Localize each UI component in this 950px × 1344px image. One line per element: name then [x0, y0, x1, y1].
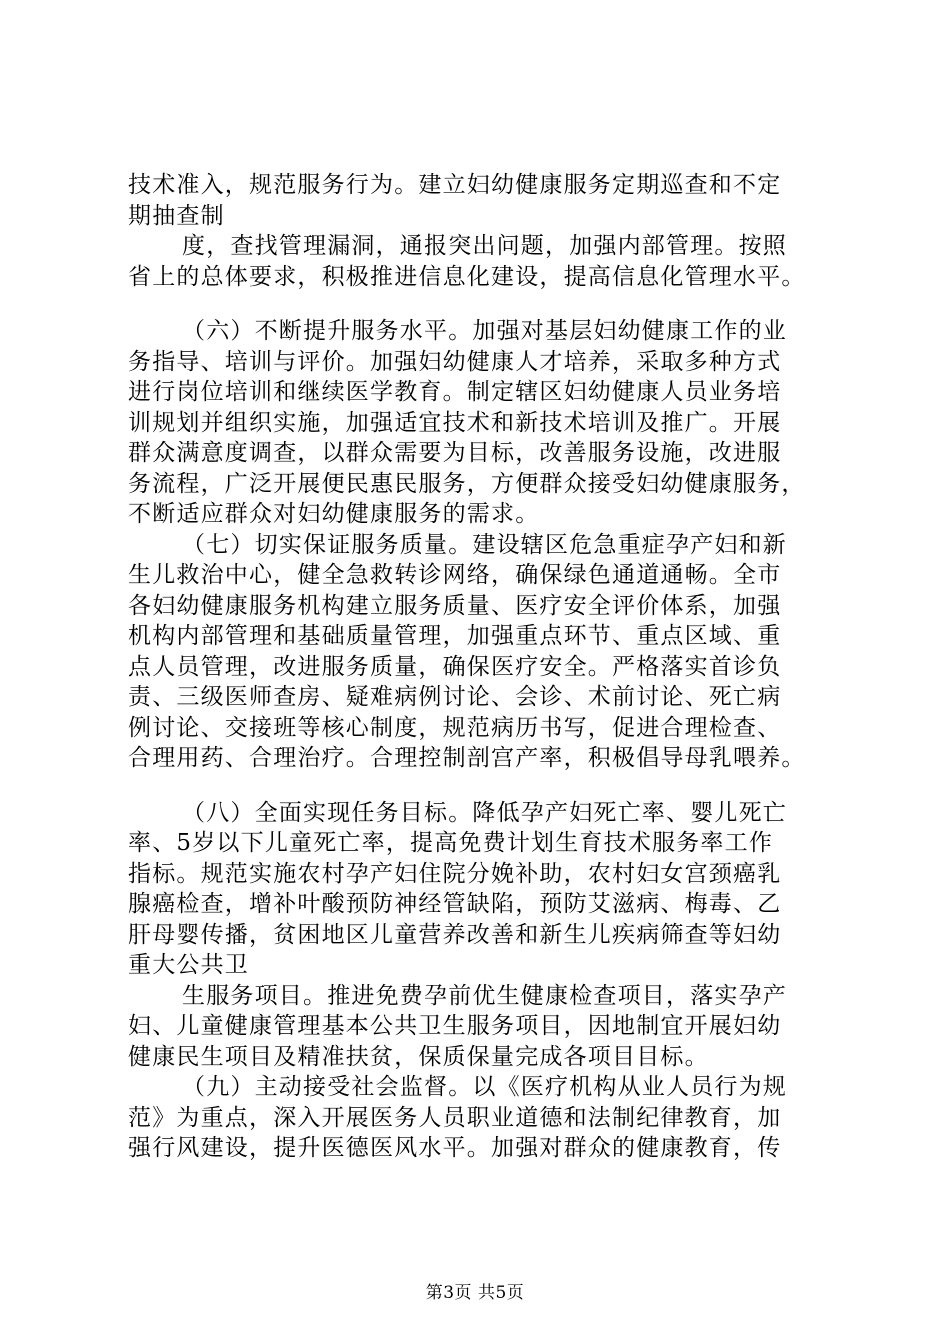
- text-line: （九）主动接受社会监督。以《医疗机构从业人员行为规: [182, 1074, 787, 1100]
- text-line: 机构内部管理和基础质量管理，加强重点环节、重点区域、重: [128, 623, 782, 649]
- text-line: 生服务项目。推进免费孕前优生健康检查项目，落实孕产: [182, 982, 787, 1009]
- page-number-label: 第3页 共5页: [425, 1283, 525, 1303]
- text-line: 重大公共卫: [128, 952, 249, 978]
- paragraph-gap: [128, 292, 838, 316]
- text-line: 务流程，广泛开展便民惠民服务，方便群众接受妇幼健康服务，: [128, 470, 806, 497]
- text-line: 技术准入，规范服务行为。建立妇幼健康服务定期巡查和不定: [128, 172, 782, 198]
- text-line: 强行风建设，提升医德医风水平。加强对群众的健康教育，传: [128, 1135, 782, 1161]
- text-line: 省上的总体要求，积极推进信息化建设，提高信息化管理水平。: [128, 263, 806, 290]
- text-line: 责、三级医师查房、疑难病例讨论、会诊、术前讨论、死亡病: [128, 684, 782, 710]
- text-line: 率、5岁以下儿童死亡率，提高免费计划生育技术服务率工作: [128, 830, 774, 856]
- text-line: （六）不断提升服务水平。加强对基层妇幼健康工作的业: [182, 318, 787, 344]
- text-line: 腺癌检查，增补叶酸预防神经管缺陷，预防艾滋病、梅毒、乙: [128, 891, 782, 917]
- text-line: 妇、儿童健康管理基本公共卫生服务项目，因地制宜开展妇幼: [128, 1013, 782, 1039]
- text-line: 合理用药、合理治疗。合理控制剖宫产率，积极倡导母乳喂养。: [128, 745, 806, 771]
- text-line: 进行岗位培训和继续医学教育。制定辖区妇幼健康人员业务培: [128, 379, 782, 405]
- text-line: 训规划并组织实施，加强适宜技术和新技术培训及推广。开展: [128, 409, 782, 436]
- text-line: 肝母婴传播，贫困地区儿童营养改善和新生儿疾病筛查等妇幼: [128, 921, 782, 948]
- text-line: 范》为重点，深入开展医务人员职业道德和法制纪律教育，加: [128, 1104, 782, 1131]
- text-line: 指标。规范实施农村孕产妇住院分娩补助，农村妇女宫颈癌乳: [128, 860, 782, 887]
- text-line: 期抽查制: [128, 202, 225, 229]
- text-line: 健康民生项目及精准扶贫，保质保量完成各项目目标。: [128, 1043, 709, 1070]
- text-line: 生儿救治中心，健全急救转诊网络，确保绿色通道通畅。全市: [128, 562, 782, 588]
- text-line: （八）全面实现任务目标。降低孕产妇死亡率、婴儿死亡: [182, 799, 787, 826]
- text-line: 例讨论、交接班等核心制度，规范病历书写，促进合理检查、: [128, 714, 782, 741]
- page-footer: [0, 1278, 950, 1303]
- text-line: 务指导、培训与评价。加强妇幼健康人才培养，采取多种方式: [128, 348, 782, 375]
- text-line: 不断适应群众对妇幼健康服务的需求。: [128, 501, 540, 527]
- document-body: [128, 170, 838, 1164]
- text-line: （七）切实保证服务质量。建设辖区危急重症孕产妇和新: [182, 531, 787, 558]
- text-line: 各妇幼健康服务机构建立服务质量、医疗安全评价体系，加强: [128, 592, 782, 619]
- paragraph-gap: [128, 774, 838, 798]
- text-line: 度，查找管理漏洞，通报突出问题，加强内部管理。按照: [182, 233, 787, 259]
- text-line: 群众满意度调查，以群众需要为目标，改善服务设施，改进服: [128, 440, 782, 466]
- text-line: 点人员管理，改进服务质量，确保医疗安全。严格落实首诊负: [128, 653, 782, 680]
